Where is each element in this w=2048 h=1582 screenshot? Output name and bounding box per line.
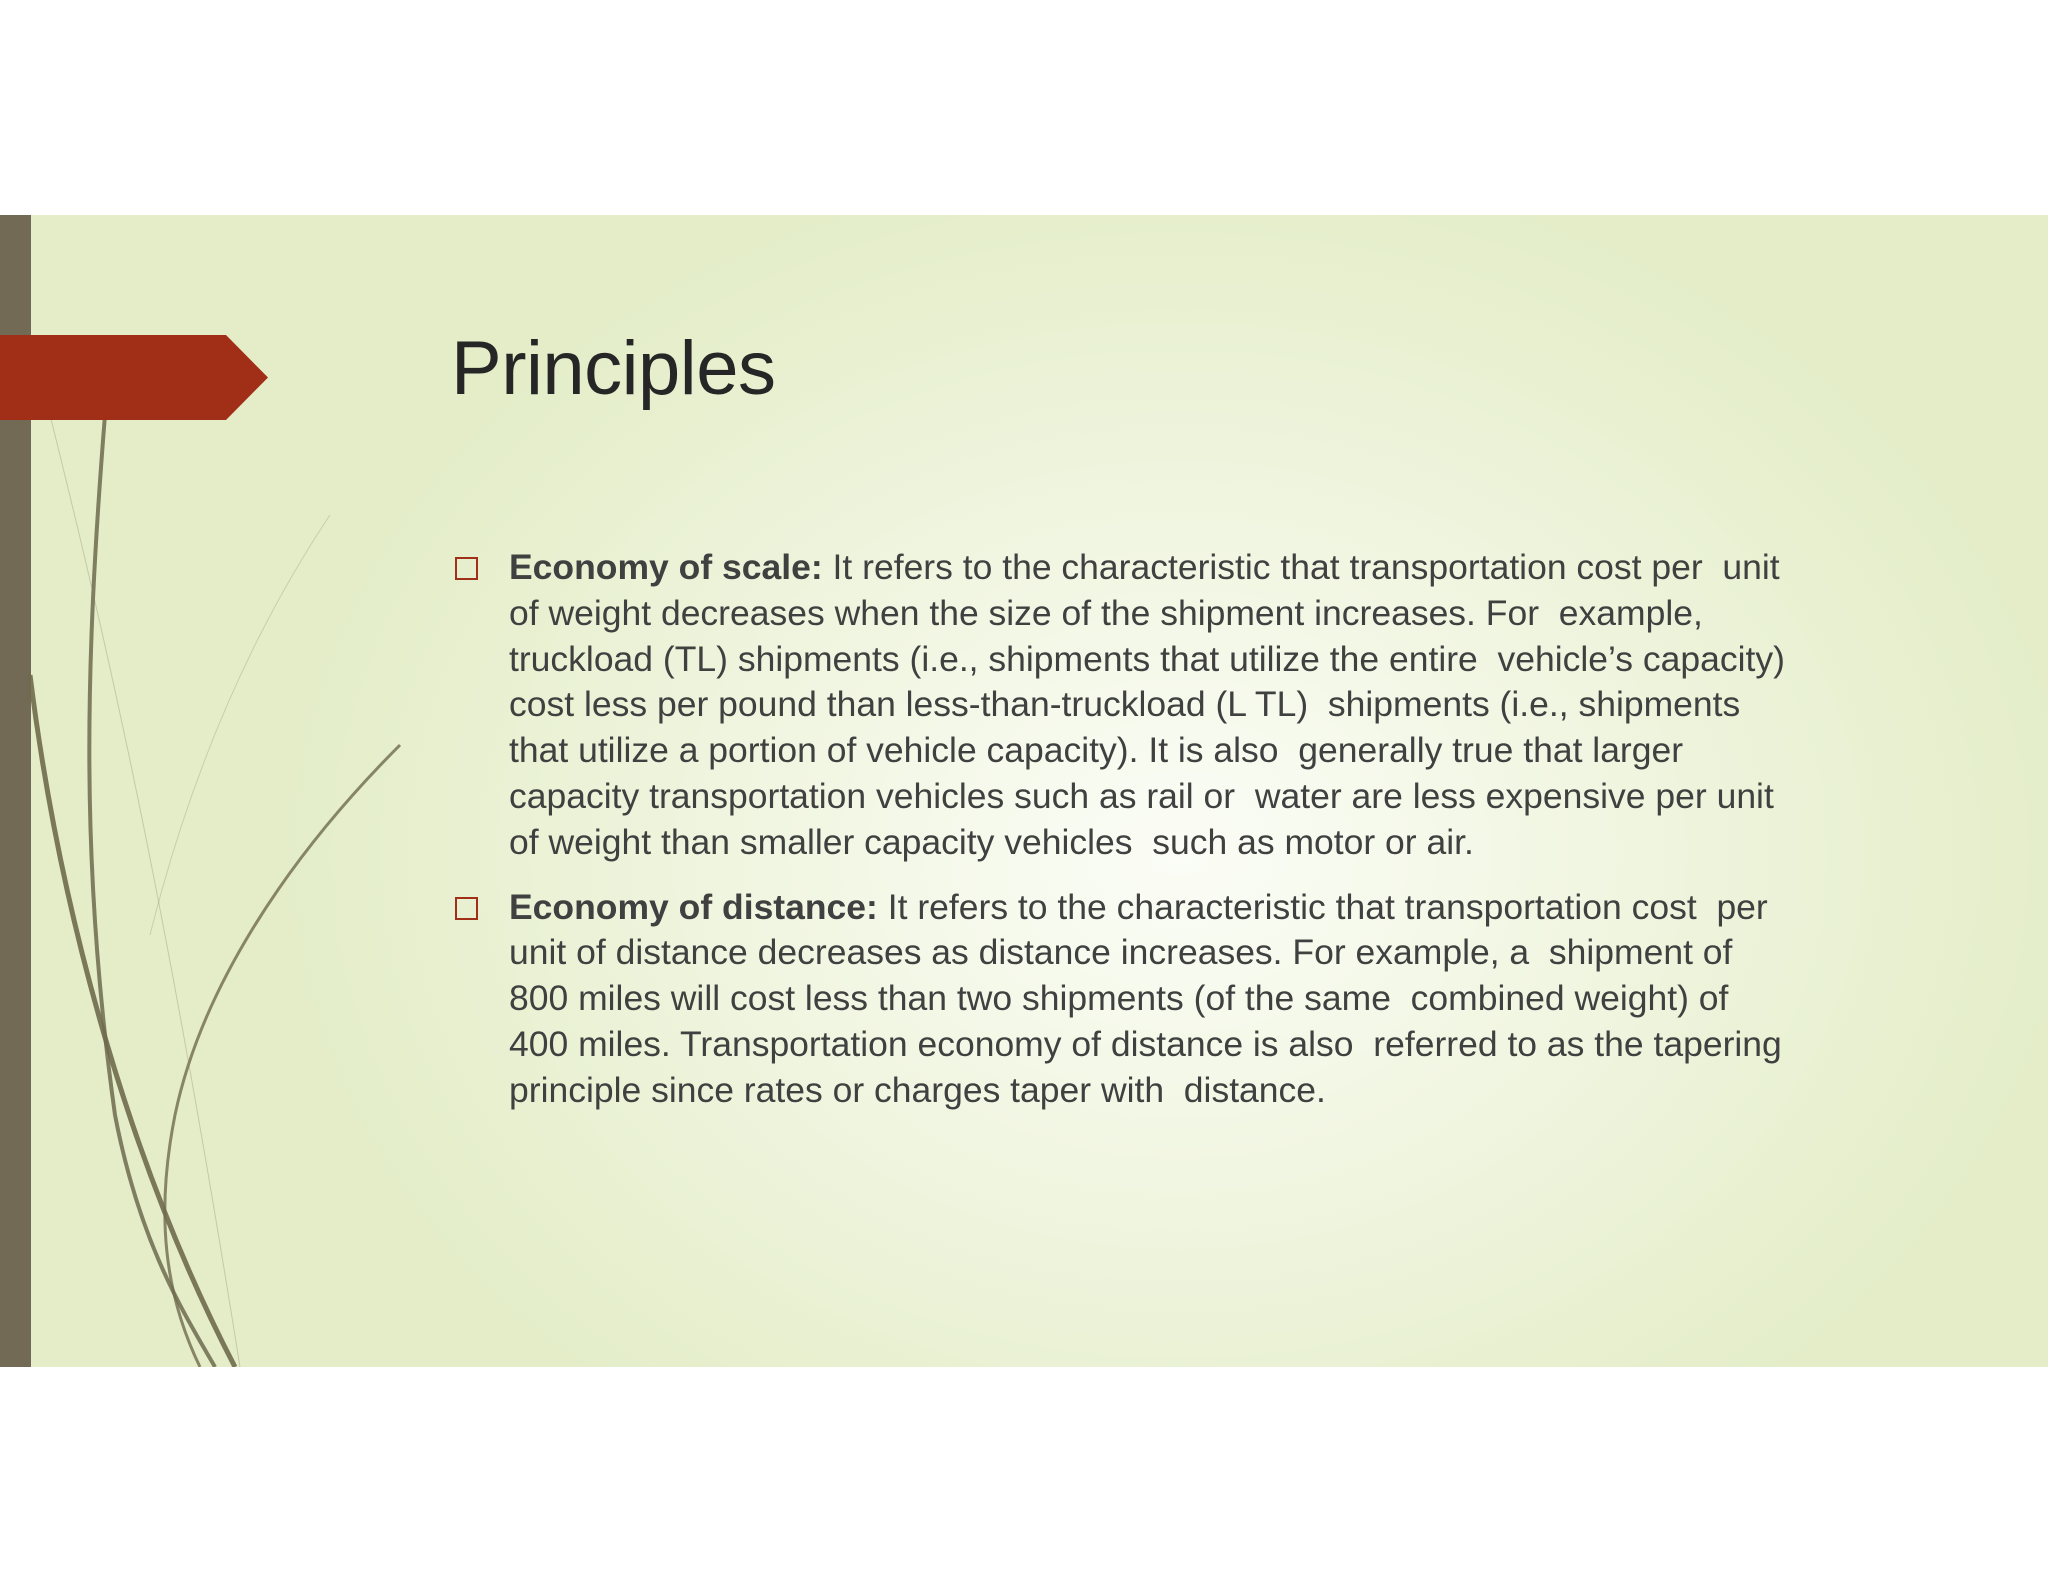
bullet-line: of weight than smaller capacity vehicles such as motor or air.: [509, 821, 1474, 862]
bullet-line: 400 miles. Transportation economy of distance is also referred to as the tapering: [509, 1023, 1782, 1064]
bullet-term: Economy of distance:: [509, 886, 878, 927]
bullet-economy-of-distance: [452, 885, 1902, 1114]
bullet-line: [509, 885, 1902, 931]
bullet-line: that utilize a portion of vehicle capacity). It is also generally true that larger: [509, 730, 1684, 771]
bullet-list: [452, 545, 1902, 1133]
bullet-term: Economy of scale:: [509, 547, 823, 587]
bullet-line: capacity transportation vehicles such as rail or water are less expensive per unit: [509, 775, 1774, 816]
slide: [0, 215, 2048, 1367]
bullet-line: unit of distance decreases as distance increases. For example, a shipment of: [509, 932, 1733, 973]
slide-title: Principles: [451, 326, 776, 411]
checkbox-bullet-icon: [455, 557, 478, 580]
bullet-economy-of-scale: [452, 545, 1902, 866]
bullet-line: truckload (TL) shipments (i.e., shipments that utilize the entire vehicle’s capacity): [509, 638, 1785, 679]
bullet-text: It refers to the characteristic that transportation cost per: [877, 886, 1768, 927]
checkbox-bullet-icon: [455, 897, 478, 920]
bullet-line: cost less per pound than less-than-truckload (L TL) shipments (i.e., shipments: [509, 684, 1741, 725]
bullet-line: [509, 545, 1902, 591]
bullet-line: principle since rates or charges taper with distance.: [509, 1069, 1326, 1110]
bullet-text: It refers to the characteristic that transportation cost per unit: [822, 547, 1780, 587]
title-arrow-banner: [0, 335, 268, 420]
bullet-line: of weight decreases when the size of the shipment increases. For example,: [509, 592, 1703, 633]
bullet-line: 800 miles will cost less than two shipments (of the same combined weight) of: [509, 978, 1729, 1019]
